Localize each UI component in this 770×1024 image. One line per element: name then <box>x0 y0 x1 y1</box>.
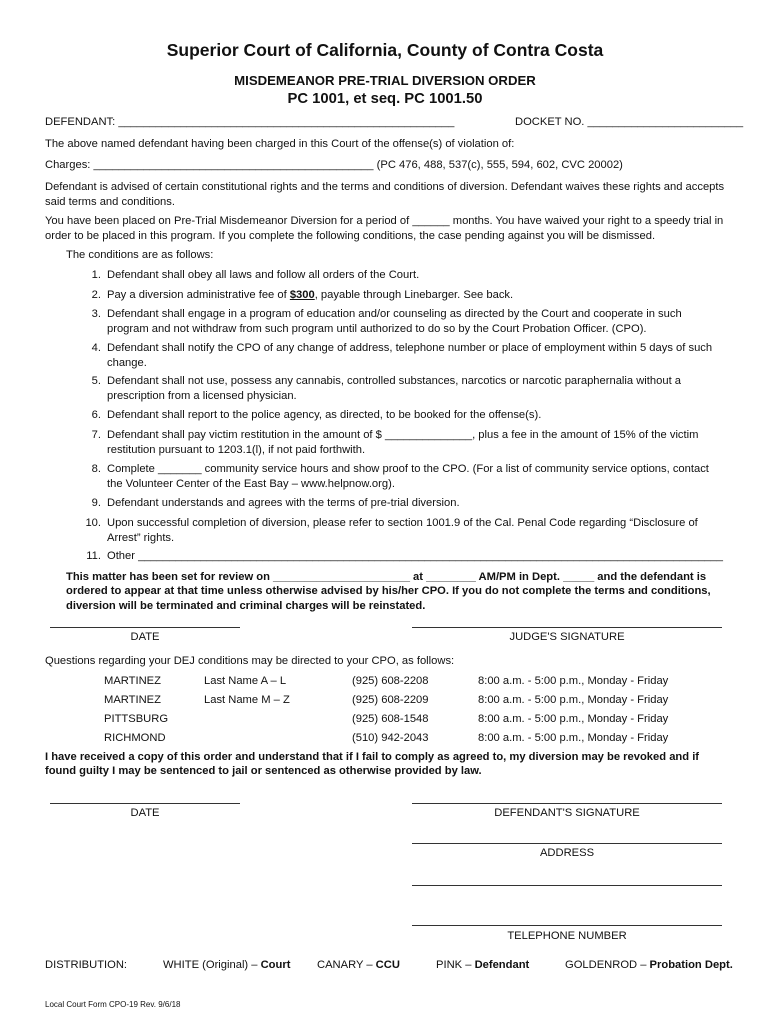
address-line[interactable] <box>412 843 722 844</box>
condition-number: 7. <box>91 429 101 441</box>
review-notice: This matter has been set for review on ______________________ at ________ AM/PM in Dept. _____ and the defendant is ordered to appear at that time unless otherwise advised by his/her CPO. If you do not complete the terms and conditions, diversion will be terminated and criminal charges will be reinstated. <box>66 571 711 612</box>
copy-destination: Probation Dept. <box>649 959 733 971</box>
condition-text: Other ______________________________________________________________________________________________ <box>107 550 723 562</box>
condition-item <box>45 549 725 565</box>
docket-blank[interactable]: _________________________ <box>587 116 744 128</box>
condition-number: 1. <box>91 269 101 281</box>
statute-title: PC 1001, et seq. PC 1001.50 <box>287 91 483 107</box>
office-cell: MARTINEZ <box>104 694 161 706</box>
charged-statement: The above named defendant having been charged in this Court of the offense(s) of violation of: <box>45 138 515 150</box>
condition-text: Defendant shall not use, possess any cannabis, controlled substances, narcotics or narcotic paraphernalia without a prescription from a licensed physician. <box>107 375 682 402</box>
order-title: MISDEMEANOR PRE-TRIAL DIVERSION ORDER <box>234 73 536 88</box>
condition-number: 4. <box>91 342 101 354</box>
phone-cell: (925) 608-1548 <box>352 713 429 725</box>
distribution-white <box>163 959 290 971</box>
condition-number: 5. <box>91 375 101 387</box>
phone-cell: (510) 942-2043 <box>352 732 429 744</box>
condition-number: 11. <box>86 550 101 562</box>
condition-number: 2. <box>91 289 101 301</box>
phone-cell: (925) 608-2209 <box>352 694 429 706</box>
condition-text <box>107 288 725 303</box>
condition-number: 9. <box>91 497 101 509</box>
copy-color: CANARY – <box>317 959 376 971</box>
condition-text: Defendant shall notify the CPO of any change of address, telephone number or place of employment within 5 days of such change. <box>107 342 713 369</box>
conditions-intro: The conditions are as follows: <box>66 249 214 261</box>
copy-destination: Defendant <box>474 959 530 971</box>
distribution-goldenrod <box>565 959 733 971</box>
defendant-blank[interactable]: ______________________________________________________ <box>118 116 455 128</box>
defendant-label: DEFENDANT: <box>45 116 116 128</box>
defendant-field[interactable] <box>45 116 454 128</box>
docket-field[interactable] <box>515 116 743 128</box>
hours-cell: 8:00 a.m. - 5:00 p.m., Monday - Friday <box>478 694 669 706</box>
address-line-2[interactable] <box>412 885 722 886</box>
placed-paragraph: You have been placed on Pre-Trial Misdemeanor Diversion for a period of ______ months. You have waived your right to a speedy trial in order to be placed in this program. If you complete the following conditions, the case pending against you will be dismissed. <box>45 215 724 242</box>
condition-text: Defendant understands and agrees with the terms of pre-trial diversion. <box>107 497 460 509</box>
condition-number: 8. <box>91 463 101 475</box>
copy-color: GOLDENROD – <box>565 959 650 971</box>
acknowledgement: I have received a copy of this order and understand that if I fail to comply as agreed to, my diversion may be revoked and if found guilty I may be sentenced to jail or sentenced as otherwise provided by law. <box>45 751 700 778</box>
docket-label: DOCKET NO. <box>515 116 585 128</box>
names-cell: Last Name M – Z <box>204 694 290 706</box>
condition-number: 6. <box>91 409 101 421</box>
condition-number: 3. <box>91 308 101 320</box>
copy-color: WHITE (Original) – <box>163 959 261 971</box>
contacts-intro: Questions regarding your DEJ conditions may be directed to your CPO, as follows: <box>45 655 455 667</box>
hours-cell: 8:00 a.m. - 5:00 p.m., Monday - Friday <box>478 675 669 687</box>
judge-signature-label: JUDGE'S SIGNATURE <box>509 631 625 643</box>
hours-cell: 8:00 a.m. - 5:00 p.m., Monday - Friday <box>478 732 669 744</box>
condition-text: Defendant shall engage in a program of education and/or counseling as directed by the Court and cooperate in such program and not withdraw from such program until authorized to do so by the Court Probation Officer. (CPO). <box>107 308 682 335</box>
fee-suffix: , payable through Linebarger. See back. <box>314 289 514 301</box>
address-label: ADDRESS <box>539 847 595 859</box>
copy-color: PINK – <box>436 959 475 971</box>
condition-number: 10. <box>85 517 101 529</box>
defendant-signature-label: DEFENDANT'S SIGNATURE <box>494 807 640 819</box>
copy-destination: CCU <box>375 959 400 971</box>
telephone-line[interactable] <box>412 925 722 926</box>
distribution-pink <box>436 959 529 971</box>
date-label: DATE <box>130 631 160 643</box>
distribution-label: DISTRIBUTION: <box>45 959 128 971</box>
condition-text: Upon successful completion of diversion, please refer to section 1001.9 of the Cal. Penal Code regarding “Disclosure of Arrest” rights. <box>107 517 698 544</box>
date-line[interactable] <box>50 803 240 804</box>
date-label: DATE <box>130 807 160 819</box>
advised-paragraph: Defendant is advised of certain constitutional rights and the terms and conditions of diversion. Defendant waives these rights and accepts said terms and conditions. <box>45 181 725 208</box>
date-line[interactable] <box>50 627 240 628</box>
phone-cell: (925) 608-2208 <box>352 675 429 687</box>
office-cell: PITTSBURG <box>104 713 169 725</box>
charges-label: Charges: <box>45 159 91 171</box>
judge-signature-line[interactable] <box>412 627 722 628</box>
charges-blank[interactable]: _____________________________________________ <box>93 159 374 171</box>
charges-codes: (PC 476, 488, 537(c), 555, 594, 602, CVC 20002) <box>376 159 623 171</box>
telephone-label: TELEPHONE NUMBER <box>507 930 627 942</box>
office-cell: MARTINEZ <box>104 675 161 687</box>
office-cell: RICHMOND <box>104 732 166 744</box>
fee-prefix: Pay a diversion administrative fee of <box>107 289 290 301</box>
condition-text: Complete _______ community service hours and show proof to the CPO. (For a list of community service options, contact the Volunteer Center of the East Bay – www.helpnow.org). <box>107 463 709 490</box>
court-title: Superior Court of California, County of Contra Costa <box>166 40 604 60</box>
form-footer: Local Court Form CPO-19 Rev. 9/6/18 <box>45 1000 181 1009</box>
charges-field[interactable] <box>45 159 623 171</box>
copy-destination: Court <box>260 959 291 971</box>
hours-cell: 8:00 a.m. - 5:00 p.m., Monday - Friday <box>478 713 669 725</box>
condition-text: Defendant shall pay victim restitution in the amount of $ ______________, plus a fee in the amount of 15% of the victim restitution pursuant to 1203.1(l), if not paid forthwith. <box>107 429 699 456</box>
condition-text: Defendant shall obey all laws and follow all orders of the Court. <box>107 269 420 281</box>
distribution-canary <box>317 959 400 971</box>
condition-text: Defendant shall report to the police agency, as directed, to be booked for the offense(s). <box>107 409 542 421</box>
names-cell: Last Name A – L <box>204 675 287 687</box>
fee-amount: $300 <box>289 289 315 301</box>
defendant-signature-line[interactable] <box>412 803 722 804</box>
